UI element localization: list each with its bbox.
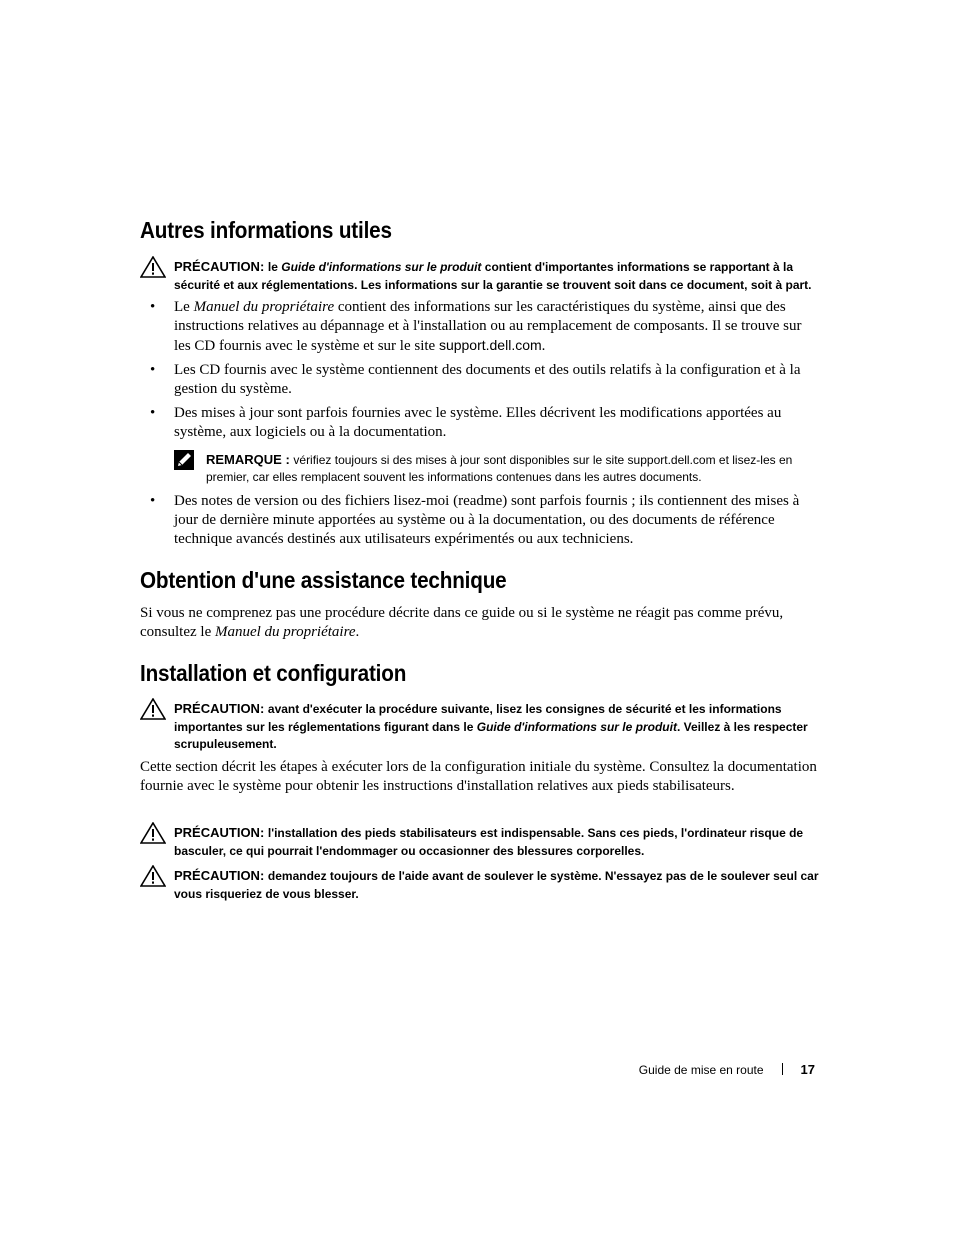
warning-triangle-icon bbox=[140, 865, 166, 893]
bullet-icon: • bbox=[150, 299, 156, 315]
list-item bbox=[140, 404, 820, 442]
caution-text: l'installation des pieds stabilisateurs est indispensable. Sans ces pieds, l'ordinateur risque de basculer, ce qui pourrait l'endommager ou occasionner des blessures corporelles. bbox=[174, 826, 804, 858]
heading-autres-informations: Autres informations utiles bbox=[140, 217, 392, 243]
paragraph-text: Si vous ne comprenez pas une procédure décrite dans ce guide ou si le système ne réagit pas comme prévu, consultez le bbox=[140, 605, 784, 640]
caution-before-procedure bbox=[140, 700, 820, 754]
paragraph-text: . bbox=[355, 624, 360, 640]
bullet-icon: • bbox=[150, 493, 156, 509]
list-item bbox=[140, 298, 820, 356]
list-item-text: Les CD fournis avec le système contiennent des documents et des outils relatifs à la configuration et à la gestion du système. bbox=[174, 362, 801, 397]
warning-triangle-icon bbox=[140, 822, 166, 850]
caution-label: PRÉCAUTION: bbox=[174, 701, 268, 716]
caution-text: avant d'exécuter la procédure suivante, lisez les consignes de sécurité et les informations importantes sur les réglementations figurant dans le bbox=[174, 702, 782, 734]
manual-title: Manuel du propriétaire bbox=[214, 624, 356, 640]
list-item-text: . bbox=[541, 338, 546, 354]
caution-doc-title: Guide d'informations sur le produit bbox=[476, 719, 677, 734]
support-link[interactable]: support.dell.com bbox=[627, 453, 716, 467]
caution-label: PRÉCAUTION: bbox=[174, 259, 268, 274]
list-item-text: Des mises à jour sont parfois fournies avec le système. Elles décrivent les modifications apportées au système, aux logiciels ou à la documentation. bbox=[174, 405, 782, 440]
footer-divider bbox=[782, 1063, 783, 1075]
paragraph: Cette section décrit les étapes à exécuter lors de la configuration initiale du système. Consultez la documentation fournie avec le système pour obtenir les instructions d'installation relatives aux pieds stabilisateurs. bbox=[140, 759, 817, 794]
note-text: et lisez-les en premier, car elles remplacent souvent les informations contenues dans les autres documents. bbox=[206, 453, 793, 484]
paragraph bbox=[140, 604, 820, 642]
warning-triangle-icon bbox=[140, 698, 166, 726]
caution-text: demandez toujours de l'aide avant de soulever le système. N'essayez pas de le soulever seul car vous risqueriez de vous blesser. bbox=[174, 869, 819, 901]
list-item bbox=[140, 361, 820, 399]
list-item-text: Le bbox=[174, 299, 194, 315]
caution-stabilizer-feet bbox=[140, 824, 820, 860]
list-item bbox=[140, 492, 820, 549]
note-updates bbox=[173, 451, 833, 486]
caution-doc-title: Guide d'informations sur le produit bbox=[281, 260, 482, 274]
bullet-icon: • bbox=[150, 362, 156, 378]
note-label: REMARQUE : bbox=[206, 452, 294, 467]
heading-obtention-assistance: Obtention d'une assistance technique bbox=[140, 567, 507, 593]
caution-product-guide bbox=[140, 258, 820, 294]
list-item-text: Des notes de version ou des fichiers lisez-moi (readme) sont parfois fournis ; ils contiennent des mises à jour de dernière minute apportées au système ou à la documentation, ou des documents de référence technique avancés destinés aux utilisateurs expérimentés ou aux techniciens. bbox=[174, 493, 800, 547]
list-item-text: contient des informations sur les caractéristiques du système, ainsi que des instructions relatives au dépannage et à l'installation ou au remplacement de composants. Il se trouve sur les CD fournis avec le système et sur le site bbox=[174, 299, 802, 354]
caution-text: . Veillez à les respecter scrupuleusement. bbox=[174, 719, 808, 751]
caution-label: PRÉCAUTION: bbox=[174, 825, 268, 840]
pencil-note-icon bbox=[173, 449, 195, 476]
footer-title: Guide de mise en route bbox=[638, 1063, 764, 1077]
manual-title: Manuel du propriétaire bbox=[193, 299, 335, 315]
note-text: vérifiez toujours si des mises à jour sont disponibles sur le site bbox=[293, 453, 628, 467]
caution-label: PRÉCAUTION: bbox=[174, 868, 268, 883]
support-link[interactable]: support.dell.com bbox=[438, 337, 542, 353]
caution-text: contient d'importantes informations se rapportant à la sécurité et aux réglementations. Les informations sur la garantie se trouvent soit dans ce document, soit à part. bbox=[174, 260, 812, 292]
caution-text: le bbox=[267, 260, 282, 274]
warning-triangle-icon bbox=[140, 256, 166, 284]
heading-installation-configuration: Installation et configuration bbox=[140, 660, 407, 686]
page-footer bbox=[560, 1062, 815, 1077]
caution-lifting bbox=[140, 867, 820, 903]
bullet-icon: • bbox=[150, 405, 156, 421]
page-number: 17 bbox=[800, 1062, 815, 1077]
